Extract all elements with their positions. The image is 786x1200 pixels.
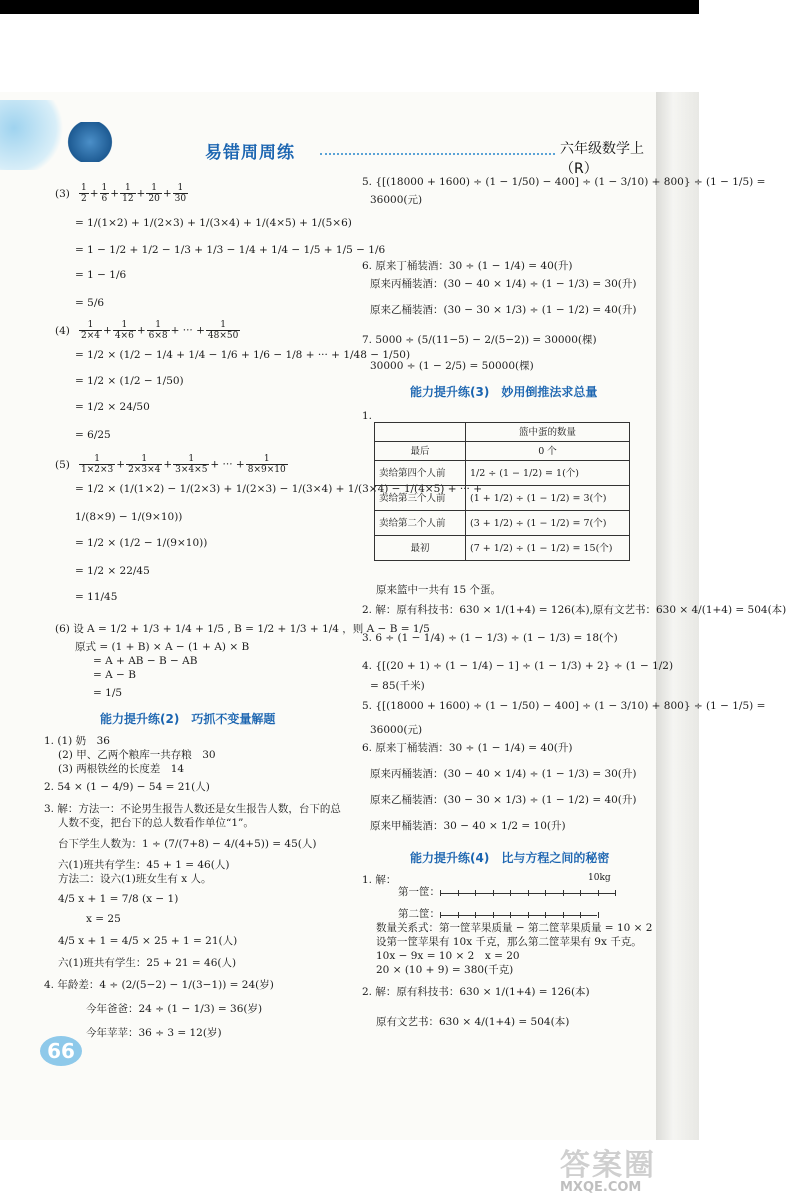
diagram-tick: [598, 890, 599, 896]
table-note: 原来篮中一共有 15 个蛋。: [376, 584, 502, 596]
table-question-label: 1.: [362, 410, 373, 422]
row-value: (7 + 1/2) ÷ (1 − 1/2) = 15(个): [466, 536, 630, 561]
diagram-first-label: 第一筐：: [398, 886, 440, 898]
q6b-line: 原来乙桶装酒：(30 − 30 × 1/3) ÷ (1 − 1/2) = 40(升): [370, 794, 637, 806]
diagram-tick: [510, 912, 511, 918]
q2b-line: 2. 解：原有科技书：630 × 1/(1+4) = 126(本): [362, 986, 590, 998]
q2-line: 2. 解：原有科技书：630 × 1/(1+4) = 126(本),原有文艺书：630 × 4/(1+4) = 504(本): [362, 604, 786, 616]
page-number-badge: 66: [40, 1036, 82, 1066]
problem-5-expression: $\frac{1}{1\times 2\times 3}$ + $\frac{1}{2\times 3\times 4}$ + $\frac{1}{3\times 4\times 5}$ + ··· + $\frac{1}{8\times 9\times 10}$: [81, 454, 286, 475]
q3-line: 3. 6 ÷ (1 − 1/4) ÷ (1 − 1/3) ÷ (1 − 1/3) = 18(个): [362, 632, 618, 644]
q6b-line: 6. 原来丁桶装酒：30 ÷ (1 − 1/4) = 40(升): [362, 742, 573, 754]
problem-6-answer: = 1/5: [93, 687, 123, 699]
problem-5-label: (5): [55, 459, 70, 471]
diagram-tick: [440, 912, 441, 918]
diagram-tick: [598, 912, 599, 918]
page-header: [0, 100, 660, 177]
q1-line: 数量关系式：第一筐苹果质量 − 第二筐苹果质量 = 10 × 2: [376, 922, 653, 934]
problem-3-label: (3): [55, 188, 70, 200]
egg-count-table: [374, 422, 630, 561]
problem-5-step: = 1/2 × 22/45: [75, 565, 150, 577]
q6-line: 原来丙桶装酒：(30 − 40 × 1/4) ÷ (1 − 1/3) = 30(升): [370, 278, 637, 290]
table-header-row: [375, 423, 630, 442]
diagram-tick: [493, 890, 494, 896]
diagram-tick: [493, 912, 494, 918]
problem-4-expression: $\frac{1}{2\times 4}$ + $\frac{1}{4\times 6}$ + $\frac{1}{6\times 8}$ + ··· + $\frac{1}{48\times 50}$: [81, 320, 239, 341]
section-title-2: 能力提升练(2) 巧抓不变量解题: [100, 712, 276, 726]
problem-3-expression: $\frac{1}{2}$ + $\frac{1}{6}$ + $\frac{1}{12}$ + $\frac{1}{20}$ + $\frac{1}{30}$: [81, 183, 187, 204]
row-value: 0 个: [466, 442, 630, 461]
question-4-line: 今年爸爸：24 ÷ (1 − 1/3) = 36(岁): [86, 1003, 263, 1015]
row-label: 卖给第三个人前: [375, 486, 466, 511]
problem-5-step: = 1/2 × (1/(1×2) − 1/(2×3) + 1/(2×3) − 1/(3×4) + 1/(3×4) − 1/(4×5) + ··· +: [75, 483, 483, 495]
phone-status-bar: [0, 0, 699, 14]
diagram-tick: [458, 890, 459, 896]
problem-3-answer: = 5/6: [75, 297, 105, 309]
q1-line: 设第一筐苹果有 10x 千克，那么第二筐苹果有 9x 千克。: [376, 936, 642, 948]
question-3-line: 人数不变，把台下的总人数看作单位“1”。: [58, 817, 254, 829]
table-row: [375, 536, 630, 561]
diagram-tick: [615, 890, 616, 896]
diagram-tick: [440, 890, 441, 896]
q4-line: = 85(千米): [370, 680, 425, 692]
watermark-domain: MXQE.COM: [560, 1180, 642, 1195]
q7-line: 30000 ÷ (1 − 2/5) = 50000(棵): [370, 360, 534, 372]
diagram-tick: [563, 912, 564, 918]
problem-5-step: 1/(8×9) − 1/(9×10)): [75, 511, 183, 523]
q5-line: 36000(元): [370, 194, 423, 206]
question-4-line: 今年苹苹：36 ÷ 3 = 12(岁): [86, 1027, 222, 1039]
diagram-tick: [458, 912, 459, 918]
q6-line: 原来乙桶装酒：(30 − 30 × 1/3) ÷ (1 − 1/2) = 40(升): [370, 304, 637, 316]
question-3-line: 六(1)班共有学生：45 + 1 = 46(人): [58, 859, 230, 871]
diagram-tick: [528, 912, 529, 918]
table-row: [375, 442, 630, 461]
diagram-second-label: 第二筐：: [398, 908, 440, 920]
diagram-tick: [545, 912, 546, 918]
question-3-line: 3. 解：方法一：不论男生报告人数还是女生报告人数，台下的总: [44, 803, 341, 815]
diagram-tick: [475, 912, 476, 918]
diagram-tick: [563, 890, 564, 896]
row-value: (1 + 1/2) ÷ (1 − 1/2) = 3(个): [466, 486, 630, 511]
grade-label: 六年级数学上（R）: [560, 141, 644, 177]
problem-6-step: 原式 = (1 + B) × A − (1 + A) × B: [75, 641, 250, 653]
q6-line: 6. 原来丁桶装酒：30 ÷ (1 − 1/4) = 40(升): [362, 260, 573, 272]
question-1-line: 1. (1) 奶 36: [44, 735, 110, 747]
q1-line: 10x − 9x = 10 × 2 x = 20: [376, 950, 520, 962]
row-value: (3 + 1/2) ÷ (1 − 1/2) = 7(个): [466, 511, 630, 536]
question-3-line: 4/5 x + 1 = 4/5 × 25 + 1 = 21(人): [58, 935, 238, 947]
problem-3-step: = 1/(1×2) + 1/(2×3) + 1/(3×4) + 1/(4×5) + 1/(5×6): [75, 217, 352, 229]
problem-4-answer: = 6/25: [75, 429, 111, 441]
watermark-text: 答案圈: [560, 1148, 656, 1183]
q5b-line: 5. {[(18000 + 1600) ÷ (1 − 1/50) − 400] ÷ (1 − 3/10) + 800} ÷ (1 − 1/5) =: [362, 700, 766, 712]
problem-4-step: = 1/2 × (1/2 − 1/50): [75, 375, 184, 387]
question-3-line: x = 25: [86, 913, 121, 925]
row-label: 卖给第二个人前: [375, 511, 466, 536]
question-1-line: (2) 甲、乙两个粮库一共存粮 30: [58, 749, 216, 761]
q5b-line: 36000(元): [370, 724, 423, 736]
table-header-empty: [375, 423, 466, 442]
table-row: [375, 461, 630, 486]
question-4-line: 4. 年龄差：4 ÷ (2/(5−2) − 1/(3−1)) = 24(岁): [44, 979, 274, 991]
problem-6-setup: (6) 设 A = 1/2 + 1/3 + 1/4 + 1/5 , B = 1/2 + 1/3 + 1/4 ，则 A − B = 1/5: [55, 623, 430, 635]
table-row: [375, 486, 630, 511]
q6b-line: 原来甲桶装酒：30 − 40 × 1/2 = 10(升): [370, 820, 566, 832]
question-1-line: (3) 两根铁丝的长度差 14: [58, 763, 185, 775]
question-3-line: 方法二：设六(1)班女生有 x 人。: [58, 873, 212, 885]
problem-6-step: = A − B: [93, 669, 136, 681]
problem-5-step: = 1/2 × (1/2 − 1/(9×10)): [75, 537, 208, 549]
question-3-line: 4/5 x + 1 = 7/8 (x − 1): [58, 893, 179, 905]
problem-4-label: (4): [55, 325, 70, 337]
diagram-tick: [510, 890, 511, 896]
problem-6-step: = A + AB − B − AB: [93, 655, 198, 667]
q1-line: 20 × (10 + 9) = 380(千克): [376, 964, 514, 976]
row-label: 最后: [375, 442, 466, 461]
q2b-line: 原有文艺书：630 × 4/(1+4) = 504(本): [376, 1016, 570, 1028]
watermark-logo: [560, 1140, 695, 1195]
problem-5-answer: = 11/45: [75, 591, 118, 603]
problem-3-step: = 1 − 1/2 + 1/2 − 1/3 + 1/3 − 1/4 + 1/4 − 1/5 + 1/5 − 1/6: [75, 244, 386, 256]
table-header: 篮中蛋的数量: [466, 423, 630, 442]
series-title: 易错周周练: [205, 143, 295, 163]
q5-line: 5. {[(18000 + 1600) ÷ (1 − 1/50) − 400] ÷ (1 − 3/10) + 800} ÷ (1 − 1/5) =: [362, 176, 766, 188]
problem-4-step: = 1/2 × (1/2 − 1/4 + 1/4 − 1/6 + 1/6 − 1/8 + ··· + 1/48 − 1/50): [75, 349, 411, 361]
question-3-line: 六(1)班共有学生：25 + 21 = 46(人): [58, 957, 237, 969]
diagram-weight-label: 10kg: [588, 873, 611, 883]
question-3-line: 台下学生人数为：1 ÷ (7/(7+8) − 4/(4+5)) = 45(人): [58, 838, 317, 850]
table-row: [375, 511, 630, 536]
diagram-tick: [475, 890, 476, 896]
problem-3-step: = 1 − 1/6: [75, 269, 127, 281]
diagram-tick: [545, 890, 546, 896]
q6b-line: 原来丙桶装酒：(30 − 40 × 1/4) ÷ (1 − 1/3) = 30(升): [370, 768, 637, 780]
section-title-3: 能力提升练(3) 妙用倒推法求总量: [410, 385, 598, 399]
row-label: 卖给第四个人前: [375, 461, 466, 486]
mascot-logo-icon: [60, 122, 120, 162]
diagram-second-line: [440, 915, 597, 916]
q7-line: 7. 5000 ÷ (5/(11−5) − 2/(5−2)) = 30000(棵): [362, 334, 597, 346]
diagram-tick: [580, 890, 581, 896]
problem-4-step: = 1/2 × 24/50: [75, 401, 150, 413]
question-2: 2. 54 × (1 − 4/9) − 54 = 21(人): [44, 781, 210, 793]
row-value: 1/2 ÷ (1 − 1/2) = 1(个): [466, 461, 630, 486]
header-dotted-rule: [320, 153, 555, 155]
section-title-4: 能力提升练(4) 比与方程之间的秘密: [410, 851, 610, 865]
diagram-tick: [528, 890, 529, 896]
diagram-tick: [580, 912, 581, 918]
q4-line: 4. {[(20 + 1) ÷ (1 − 1/4) − 1] ÷ (1 − 1/3) + 2} ÷ (1 − 1/2): [362, 660, 674, 672]
row-label: 最初: [375, 536, 466, 561]
diagram-question-label: 1. 解：: [362, 874, 397, 886]
